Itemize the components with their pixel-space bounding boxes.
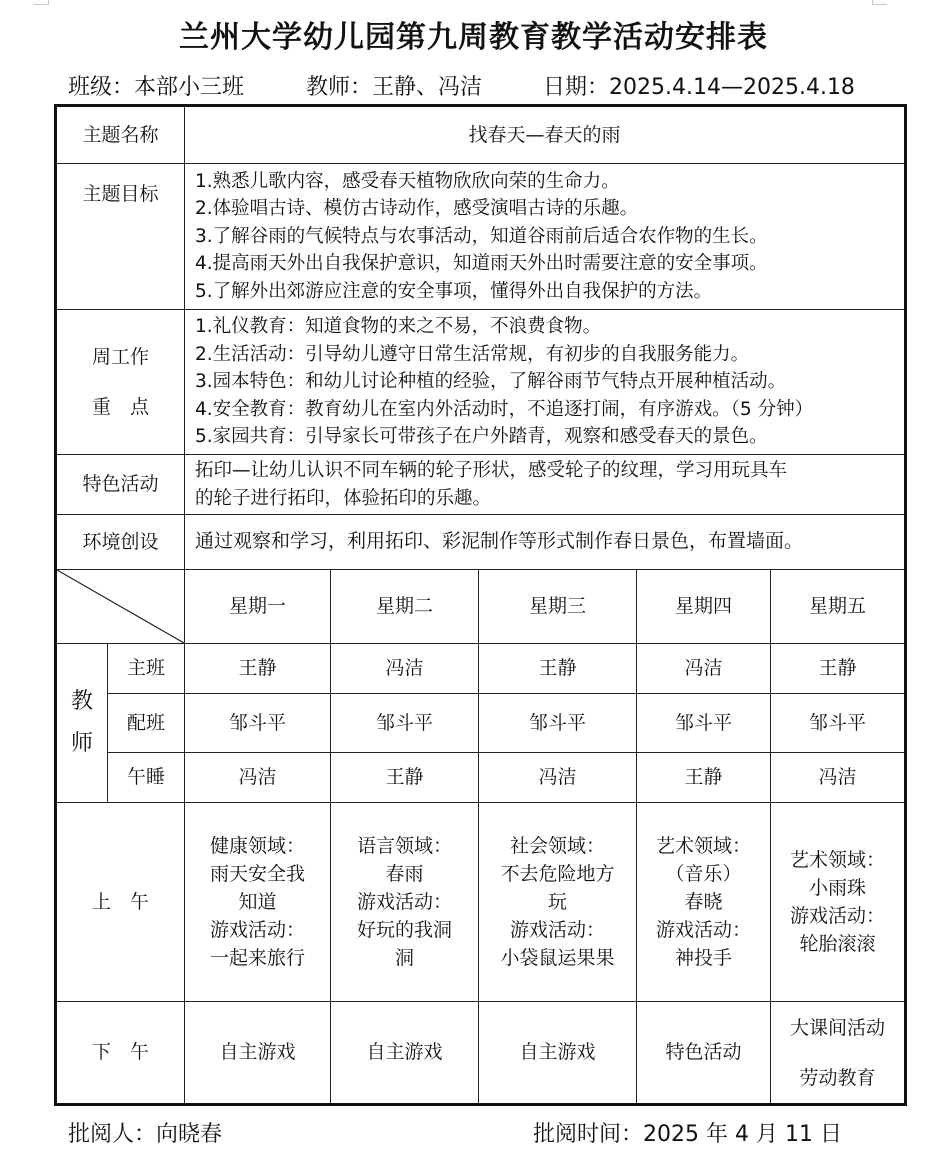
environment-row (56, 515, 906, 570)
afternoon-label: 下 午 (56, 1002, 185, 1105)
class-info: 班级：本部小三班 (68, 75, 245, 100)
morning-cell-thu (637, 803, 771, 1002)
afternoon-cell: 自主游戏 (185, 1002, 331, 1105)
focus-item: 2.生活活动：引导幼儿遵守日常生活常规，有初步的自我服务能力。 (195, 343, 750, 365)
goal-item: 2.体验唱古诗、模仿古诗动作，感受演唱古诗的乐趣。 (195, 198, 639, 220)
page-corner-mark-right (872, 0, 887, 5)
role-label: 午睡 (108, 753, 185, 803)
morning-line: 不去危险地方 (500, 863, 615, 885)
role-label: 配班 (108, 694, 185, 753)
focus-item: 1.礼仪教育：知道食物的来之不易，不浪费食物。 (195, 316, 602, 338)
special-line: 拓印—让幼儿认识不同车辆的轮子形状，感受轮子的纹理，学习用玩具车 (195, 460, 788, 481)
teacher-name: 邹斗平 (637, 694, 771, 753)
teacher-name: 王静 (185, 644, 331, 694)
date-info: 日期：2025.4.14—2025.4.18 (543, 75, 855, 100)
teacher-name: 冯洁 (479, 753, 637, 803)
environment-text: 通过观察和学习，利用拓印、彩泥制作等形式制作春日景色，布置墙面。 (195, 530, 804, 553)
morning-line: 春雨 (385, 863, 424, 885)
morning-cell-mon (185, 803, 331, 1002)
goals-row (56, 164, 906, 310)
focus-row (56, 310, 906, 455)
teacher-name: 王静 (771, 644, 906, 694)
special-line: 的轮子进行拓印，体验拓印的乐趣。 (195, 487, 492, 509)
morning-line: 知道 (238, 891, 277, 913)
day-header: 星期四 (637, 570, 771, 644)
day-header-row (56, 570, 906, 644)
environment-content (185, 515, 906, 570)
morning-line: 小袋鼠运果果 (500, 947, 615, 969)
focus-item: 5.家园共育：引导家长可带孩子在户外踏青，观察和感受春天的景色。 (195, 426, 768, 448)
teacher-name: 王静 (479, 644, 637, 694)
morning-line: 游戏活动： (510, 919, 606, 941)
morning-line: 雨天安全我 (210, 863, 306, 885)
teacher-group-label (56, 644, 108, 803)
theme-value: 找春天—春天的雨 (185, 106, 906, 164)
document-title: 兰州大学幼儿园第九周教育教学活动安排表 (179, 20, 768, 55)
afternoon-cell-fri (771, 1002, 906, 1105)
morning-line: 社会领域： (510, 835, 606, 857)
focus-item: 3.园本特色：和幼儿讨论种植的经验，了解谷雨节气特点开展种植活动。 (195, 371, 787, 393)
goal-item: 5.了解外出郊游应注意的安全事项，懂得外出自我保护的方法。 (195, 280, 713, 302)
day-header: 星期五 (771, 570, 906, 644)
afternoon-fri-line2: 劳动教育 (799, 1066, 876, 1089)
morning-line: 小雨珠 (809, 877, 867, 899)
reviewer: 批阅人：向晓春 (68, 1122, 223, 1147)
teacher-row-main (56, 644, 906, 694)
teacher-name: 冯洁 (185, 753, 331, 803)
focus-item: 4.安全教育：教育幼儿在室内外活动时，不追逐打闹，有序游戏。（5 分钟） (195, 398, 814, 420)
teacher-name: 邹斗平 (771, 694, 906, 753)
review-time: 批阅时间：2025 年 4 月 11 日 (533, 1122, 842, 1147)
afternoon-cell: 自主游戏 (331, 1002, 479, 1105)
special-label: 特色活动 (56, 455, 185, 515)
teacher-name: 冯洁 (771, 753, 906, 803)
afternoon-fri-line1: 大课间活动 (790, 1016, 886, 1039)
special-content (185, 455, 906, 515)
day-header: 星期三 (479, 570, 637, 644)
afternoon-cell: 自主游戏 (479, 1002, 637, 1105)
diagonal-line (57, 570, 184, 643)
teacher-name: 邹斗平 (185, 694, 331, 753)
teacher-label-1: 教 (70, 689, 93, 714)
morning-line: 轮胎滚滚 (799, 933, 876, 955)
focus-label (56, 310, 185, 455)
morning-line: 好玩的我洞 (357, 919, 453, 941)
morning-row (56, 803, 906, 1002)
goals-content (185, 164, 906, 310)
theme-row (56, 106, 906, 164)
morning-cell-wed (479, 803, 637, 1002)
morning-line: 游戏活动： (210, 919, 306, 941)
teacher-info: 教师：王静、冯洁 (306, 75, 483, 100)
teacher-name: 冯洁 (331, 644, 479, 694)
morning-line: （音乐） (665, 863, 742, 885)
morning-line: 神投手 (675, 947, 733, 969)
teacher-name: 王静 (637, 753, 771, 803)
morning-line: 一起来旅行 (210, 947, 306, 969)
morning-line: 游戏活动： (790, 905, 886, 927)
theme-label: 主题名称 (56, 106, 185, 164)
morning-line: 语言领域： (357, 835, 453, 857)
morning-line: 健康领域： (210, 835, 306, 857)
morning-line: 游戏活动： (656, 919, 752, 941)
teacher-label-2: 师 (70, 731, 93, 756)
teacher-row-nap (56, 753, 906, 803)
morning-line: 洞 (395, 947, 415, 969)
afternoon-row (56, 1002, 906, 1105)
teacher-name: 邹斗平 (479, 694, 637, 753)
schedule-table (54, 104, 907, 1106)
goal-item: 3.了解谷雨的气候特点与农事活动，知道谷雨前后适合农作物的生长。 (195, 225, 768, 247)
morning-cell-fri (771, 803, 906, 1002)
morning-line: 玩 (548, 891, 568, 913)
focus-label-line1: 周工作 (92, 346, 150, 368)
goal-item: 1.熟悉儿歌内容，感受春天植物欣欣向荣的生命力。 (195, 170, 620, 192)
teacher-name: 王静 (331, 753, 479, 803)
teacher-name: 邹斗平 (331, 694, 479, 753)
diagonal-header-cell (56, 570, 185, 644)
afternoon-cell: 特色活动 (637, 1002, 771, 1105)
teacher-row-assist (56, 694, 906, 753)
morning-line: 春晓 (684, 891, 723, 913)
goal-item: 4.提高雨天外出自我保护意识，知道雨天外出时需要注意的安全事项。 (195, 253, 768, 275)
goals-label: 主题目标 (56, 164, 185, 310)
day-header: 星期一 (185, 570, 331, 644)
morning-line: 游戏活动： (357, 891, 453, 913)
day-header: 星期二 (331, 570, 479, 644)
morning-line: 艺术领域： (656, 835, 752, 857)
page-corner-mark-left (34, 0, 49, 5)
teacher-name: 冯洁 (637, 644, 771, 694)
morning-cell-tue (331, 803, 479, 1002)
morning-label: 上 午 (56, 803, 185, 1002)
role-label: 主班 (108, 644, 185, 694)
morning-line: 艺术领域： (790, 849, 886, 871)
special-row (56, 455, 906, 515)
focus-label-line2: 重 点 (92, 396, 150, 418)
environment-label: 环境创设 (56, 515, 185, 570)
focus-content (185, 310, 906, 455)
